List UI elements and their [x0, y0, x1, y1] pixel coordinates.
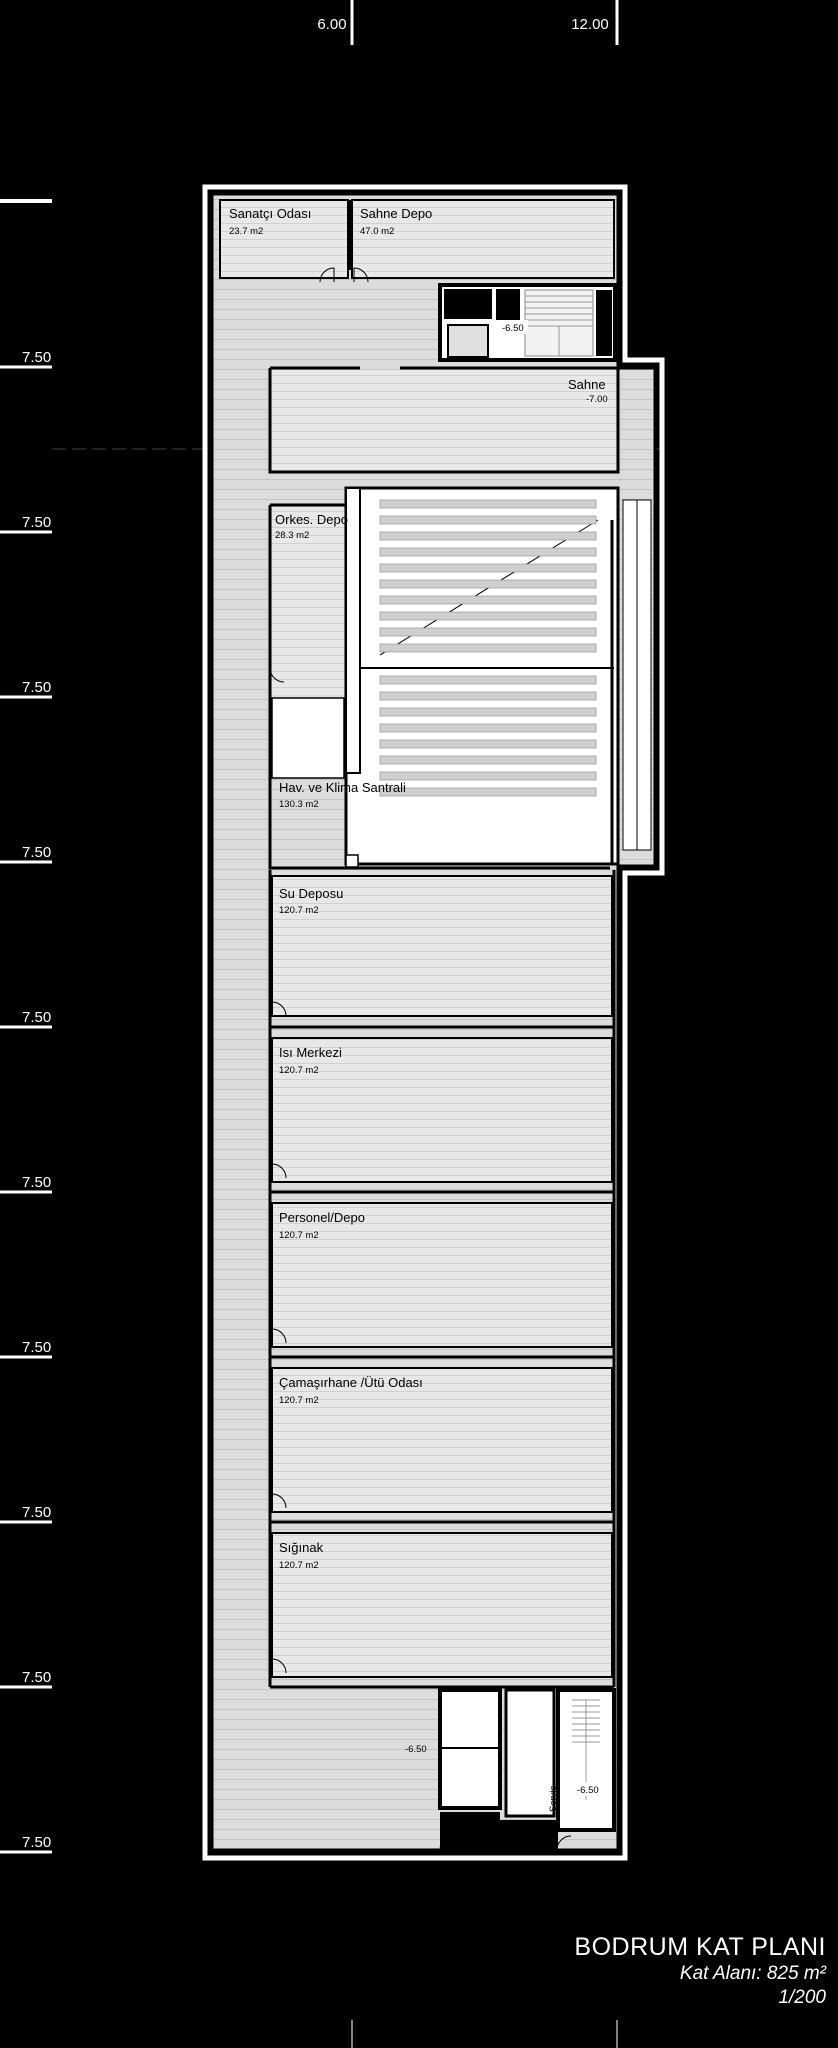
- room-area: 28.3 m2: [275, 530, 310, 541]
- grid-row-label: 7.50: [22, 349, 52, 366]
- grid-row-label: 7.50: [22, 1009, 52, 1026]
- seat-row: [380, 628, 596, 636]
- room-area: 47.0 m2: [360, 226, 395, 237]
- grid-row: [0, 1174, 52, 1192]
- seat-row: [380, 548, 596, 556]
- seat-row: [380, 676, 596, 684]
- grid-row: [0, 844, 52, 862]
- grid-row-label: 7.50: [22, 844, 52, 861]
- grid-row: [0, 1504, 52, 1522]
- shaft: [596, 290, 612, 356]
- room-name: Sanatçı Odası: [229, 206, 312, 221]
- room-area: 23.7 m2: [229, 226, 264, 237]
- auditorium: [346, 488, 651, 864]
- room-area: -7.00: [586, 394, 608, 405]
- level-label: -6.50: [577, 1785, 599, 1796]
- seat-row: [380, 740, 596, 748]
- room-name: Çamaşırhane /Ütü Odası: [279, 1375, 423, 1390]
- grid-row: [0, 1339, 52, 1357]
- grid-row: [0, 1834, 52, 1852]
- grid-row-label: 7.50: [22, 1174, 52, 1191]
- seat-row: [380, 564, 596, 572]
- grid-row-label: 7.50: [22, 1504, 52, 1521]
- room-name: Hav. ve Klima Santrali: [279, 780, 406, 795]
- level-label: -6.50: [502, 323, 524, 334]
- level-label: -6.50: [405, 1744, 427, 1755]
- servis-shaft: [506, 1690, 554, 1816]
- servis-label: Servis: [548, 1785, 559, 1812]
- grid-row-label: 7.50: [22, 1834, 52, 1851]
- grid-row: [0, 514, 52, 532]
- seat-row: [380, 788, 596, 796]
- room-name: Su Deposu: [279, 886, 344, 901]
- floor-area-label: Kat Alanı: 825 m²: [679, 1963, 826, 1984]
- seat-row: [380, 532, 596, 540]
- auditorium-wall-left: [346, 488, 360, 773]
- shaft: [444, 289, 492, 319]
- seat-row: [380, 580, 596, 588]
- room-area: 120.7 m2: [279, 1230, 319, 1241]
- void: [272, 698, 344, 778]
- seat-row: [380, 596, 596, 604]
- seat-row: [380, 772, 596, 780]
- scale-label: 1/200: [778, 1987, 826, 2008]
- room-sahne: [272, 370, 616, 470]
- grid-row-label: 7.50: [22, 514, 52, 531]
- grid-row-label: 7.50: [22, 1669, 52, 1686]
- room-name: Orkes. Depo: [275, 512, 348, 527]
- grid-row: [0, 1669, 52, 1687]
- seat-row: [380, 724, 596, 732]
- grid-row: [0, 1009, 52, 1027]
- plan-title: BODRUM KAT PLANI: [574, 1933, 826, 1961]
- room-name: Personel/Depo: [279, 1210, 365, 1225]
- room-area: 120.7 m2: [279, 1065, 319, 1076]
- seat-row: [380, 612, 596, 620]
- lift: [448, 325, 488, 357]
- room-area: 120.7 m2: [279, 1560, 319, 1571]
- room-name: Sahne Depo: [360, 206, 433, 221]
- seat-row: [380, 708, 596, 716]
- grid-row-label: 7.50: [22, 679, 52, 696]
- seat-row: [380, 644, 596, 652]
- shaft: [440, 1812, 500, 1852]
- grid-col-label: 6.00: [317, 16, 347, 33]
- room-name: Isı Merkezi: [279, 1045, 342, 1060]
- room-area: 120.7 m2: [279, 1395, 319, 1406]
- title-block: [574, 1932, 826, 2010]
- seat-row: [380, 516, 596, 524]
- service-rooms: [270, 870, 614, 1687]
- stairs-top: [525, 290, 612, 356]
- room-area: 120.7 m2: [279, 905, 319, 916]
- room-area: 130.3 m2: [279, 799, 319, 810]
- grid-row-label: 7.50: [22, 1339, 52, 1356]
- grid-col-label: 12.00: [571, 16, 609, 33]
- grid-row: [0, 679, 52, 697]
- shaft: [500, 1820, 558, 1850]
- seat-row: [380, 756, 596, 764]
- room-name: Sahne: [568, 377, 606, 392]
- column: [346, 855, 358, 867]
- room-name: Sığınak: [279, 1540, 324, 1555]
- seat-row: [380, 692, 596, 700]
- seat-row: [380, 500, 596, 508]
